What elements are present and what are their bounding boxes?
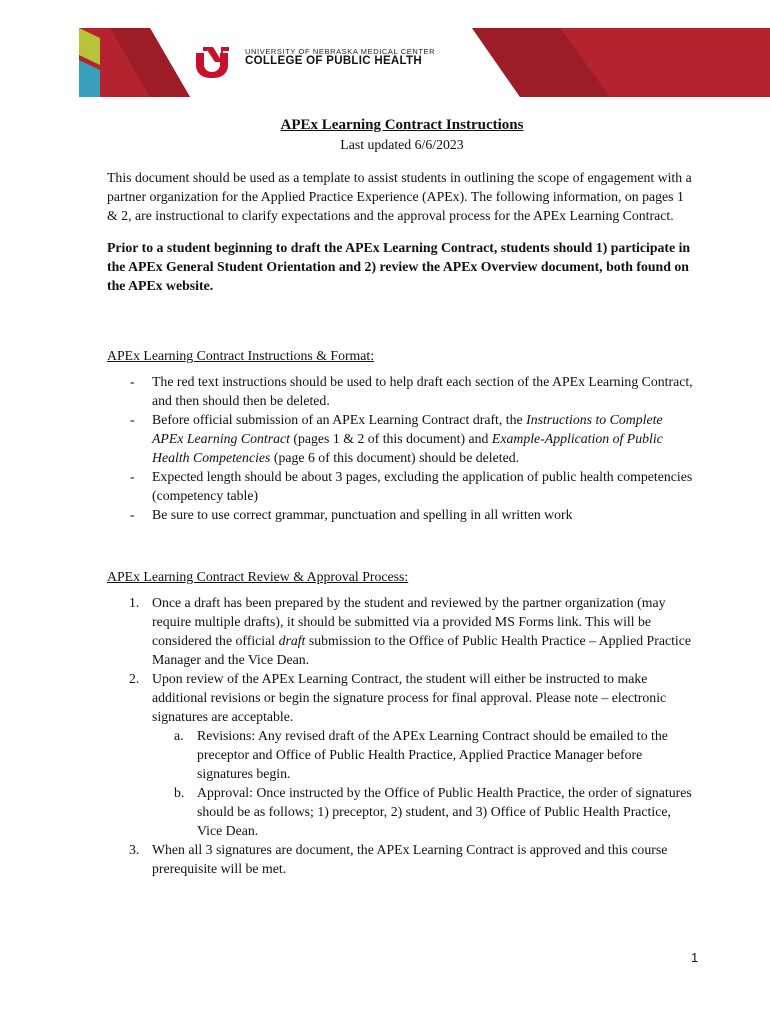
format-item	[107, 467, 697, 505]
review-list	[107, 593, 697, 878]
format-item-text: (pages 1 & 2 of this document) and	[289, 431, 492, 446]
format-item-text: (page 6 of this document) should be deleted.	[270, 450, 520, 465]
format-item	[107, 410, 697, 467]
document-title: APEx Learning Contract Instructions	[280, 117, 524, 133]
format-item-text: Be sure to use correct grammar, punctuation and spelling in all written work	[152, 507, 573, 522]
last-updated: Last updated 6/6/2023	[340, 137, 464, 152]
logo-college-line: COLLEGE OF PUBLIC HEALTH	[245, 55, 422, 67]
review-item-text: Once a draft has been prepared by the student and reviewed by the partner organization (may require multiple drafts), it should be submitted via a provided MS Forms link. This will be considered the official	[152, 595, 666, 648]
page-number: 1	[691, 950, 699, 965]
format-section-heading: APEx Learning Contract Instructions & Format:	[107, 348, 375, 363]
review-item-text: When all 3 signatures are document, the APEx Learning Contract is approved and this course prerequisite will be met.	[152, 842, 668, 876]
review-item-marker: 2.	[129, 671, 140, 686]
format-list	[107, 372, 697, 524]
intro-paragraph: This document should be used as a template to assist students in outlining the scope of engagement with a partner organization for the Applied Practice Experience (APEx). The following information, on pages 1 & 2, are instructional to clarify expectations and the approval process for the APEx Learning Contract.	[107, 170, 692, 223]
review-item	[107, 840, 697, 878]
format-item-italic: Example-Application of Public Health Competencies	[152, 431, 663, 465]
review-sublist	[152, 726, 697, 840]
review-item-italic: draft	[278, 633, 306, 648]
review-item-text: submission to the Office of Public Health Practice – Applied Practice Manager and the Vice Dean.	[152, 633, 691, 667]
format-item	[107, 505, 697, 524]
review-section-heading: APEx Learning Contract Review & Approval Process:	[107, 569, 409, 584]
format-item-text: Expected length should be about 3 pages, excluding the application of public health competencies (competency table)	[152, 469, 693, 503]
review-subitem-marker: a.	[174, 728, 184, 743]
format-item-text: Before official submission of an APEx Learning Contract draft, the	[152, 412, 527, 427]
review-item-marker: 3.	[129, 842, 140, 857]
prior-note-paragraph: Prior to a student beginning to draft the APEx Learning Contract, students should 1) participate in the APEx General Student Orientation and 2) review the APEx Overview document, both found on the APEx website.	[107, 240, 691, 293]
logo-institution-line: UNIVERSITY OF NEBRASKA MEDICAL CENTER	[245, 47, 436, 56]
document-body	[107, 116, 697, 878]
unmc-n-logo-icon	[196, 47, 229, 78]
review-subitem-text: Revisions: Any revised draft of the APEx Learning Contract should be emailed to the preceptor and Office of Public Health Practice, Applied Practice Manager before signatures begin.	[197, 728, 668, 781]
header-banner	[0, 0, 770, 100]
review-item	[107, 593, 697, 669]
format-item-text: The red text instructions should be used to help draft each section of the APEx Learning Contract, and then should then be deleted.	[152, 374, 693, 408]
review-item-text: Upon review of the APEx Learning Contract, the student will either be instructed to make additional revisions or begin the signature process for final approval. Please note – electronic signatures are acceptable.	[152, 671, 667, 724]
review-item-marker: 1.	[129, 595, 140, 610]
review-subitem-text: Approval: Once instructed by the Office of Public Health Practice, the order of signatures should be as follows; 1) preceptor, 2) student, and 3) Office of Public Health Practice, Vice Dean.	[197, 785, 692, 838]
format-item	[107, 372, 697, 410]
review-subitem	[152, 726, 697, 783]
review-subitem	[152, 783, 697, 840]
review-item	[107, 669, 697, 840]
review-subitem-marker: b.	[174, 785, 185, 800]
format-item-italic: Instructions to Complete APEx Learning Contract	[152, 412, 663, 446]
